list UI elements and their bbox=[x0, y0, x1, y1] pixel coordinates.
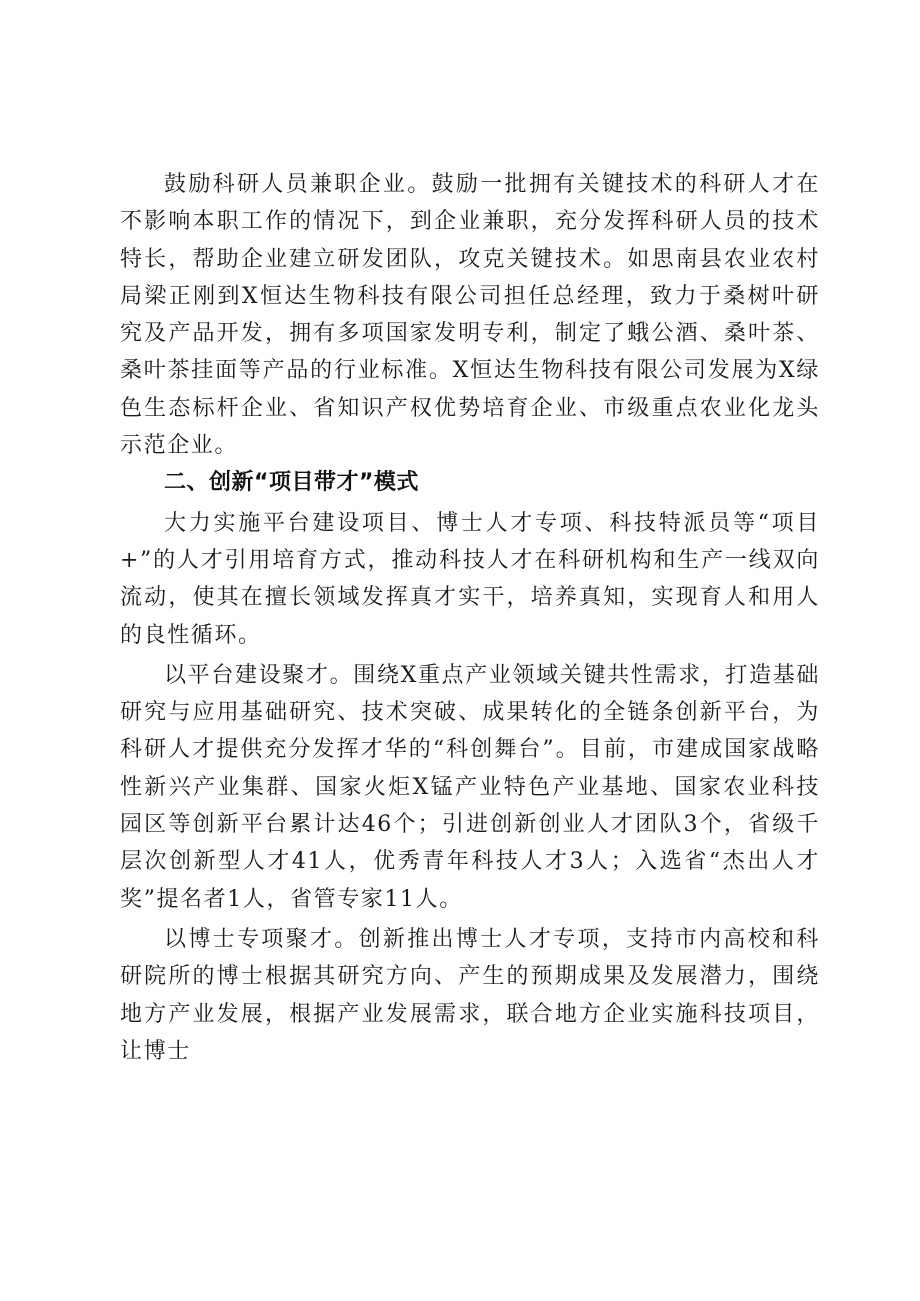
paragraph-platform-building: 以平台建设聚才。围绕X重点产业领域关键共性需求，打造基础研究与应用基础研究、技术突破、成果转化的全链条创新平台，为科研人才提供充分发挥才华的“科创舞台”。目前，市建成国家战略性新兴产业集群、国家火炬X锰产业特色产业基地、国家农业科技园区等创新平台累计达46个；引进创新创业人才团队3个，省级千层次创新型人才41人，优秀青年科技人才3人；入选省“杰出人才奖”提名者1人，省管专家11人。 bbox=[120, 662, 820, 912]
paragraph-doctoral-projects: 以博士专项聚才。创新推出博士人才专项，支持市内高校和科研院所的博士根据其研究方向、产生的预期成果及发展潜力，围绕地方产业发展，根据产业发展需求，联合地方企业实施科技项目，让博士 bbox=[120, 926, 820, 1064]
section-heading-2: 二、创新“项目带才”模式 bbox=[164, 470, 419, 496]
document-body bbox=[120, 166, 820, 1070]
paragraph-project-plus: 大力实施平台建设项目、博士人才专项、科技特派员等“项目+”的人才引用培育方式，推动科技人才在科研机构和生产一线双向流动，使其在擅长领域发挥真才实干，培养真知，实现育人和用人的良性循环。 bbox=[120, 510, 820, 648]
paragraph-part-time-researchers: 鼓励科研人员兼职企业。鼓励一批拥有关键技术的科研人才在不影响本职工作的情况下，到企业兼职，充分发挥科研人员的技术特长，帮助企业建立研发团队，攻克关键技术。如思南县农业农村局梁正刚到X恒达生物科技有限公司担任总经理，致力于桑树叶研究及产品开发，拥有多项国家发明专利，制定了蛾公酒、桑叶茶、桑叶茶挂面等产品的行业标准。X恒达生物科技有限公司发展为X绿色生态标杆企业、省知识产权优势培育企业、市级重点农业化龙头示范企业。 bbox=[120, 172, 820, 459]
